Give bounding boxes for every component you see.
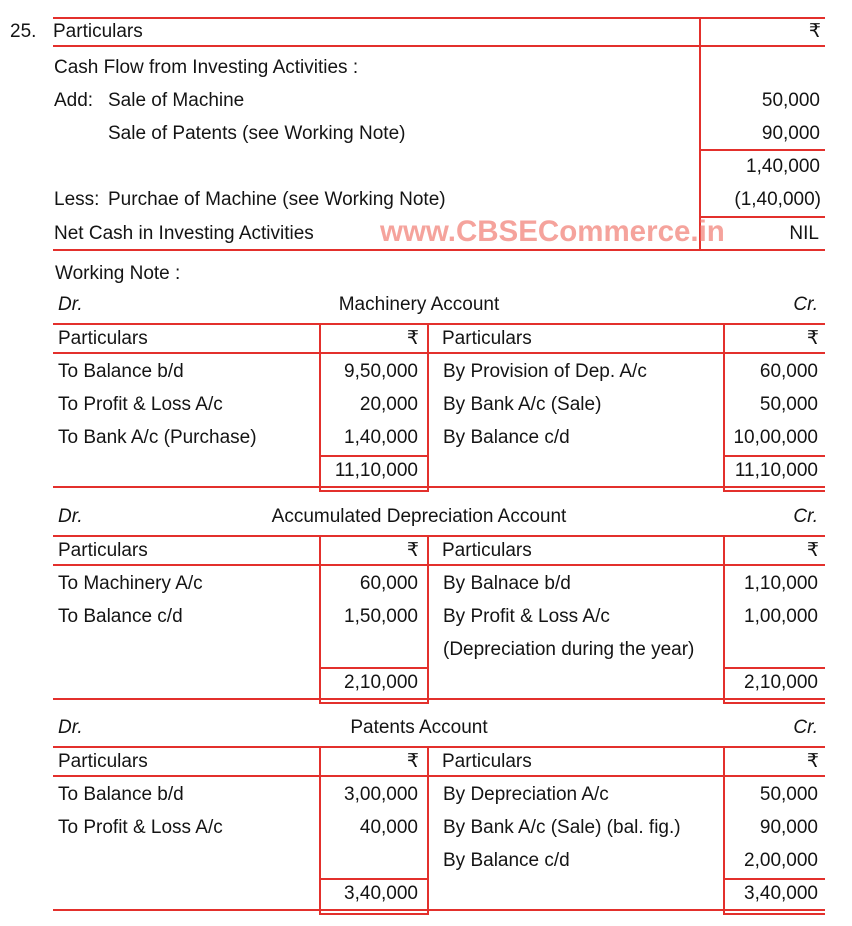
header-rule: [53, 352, 825, 354]
debit-header-currency: ₹: [406, 540, 419, 561]
debit-entry-amount: 40,000: [359, 817, 418, 838]
credit-header-currency: ₹: [806, 540, 819, 561]
debit-total: 11,10,000: [334, 460, 418, 481]
debit-amount-divider-left: [319, 535, 321, 704]
debit-entry-amount: 9,50,000: [344, 361, 418, 382]
cashflow-header-currency: ₹: [808, 21, 821, 42]
debit-total-top-rule: [319, 455, 429, 457]
cashflow-header-rule: [53, 45, 825, 47]
credit-entry-particulars: By Balance c/d: [443, 850, 570, 871]
credit-total-double-rule: [723, 702, 825, 704]
credit-entry-particulars: By Profit & Loss A/c: [443, 606, 610, 627]
table-top-rule: [53, 535, 825, 537]
table-bottom-rule: [53, 486, 825, 488]
cashflow-row-label: Sale of Machine: [108, 90, 245, 111]
account-title: Patents Account: [350, 717, 488, 738]
credit-entry-amount: 1,00,000: [744, 606, 818, 627]
account-cr-label: Cr.: [793, 294, 818, 315]
debit-amount-divider-left: [319, 323, 321, 492]
debit-entry-amount: 3,00,000: [344, 784, 418, 805]
credit-total-double-rule: [723, 490, 825, 492]
credit-entry-amount: 10,00,000: [733, 427, 818, 448]
debit-entry-particulars: To Balance b/d: [58, 361, 184, 382]
debit-total-top-rule: [319, 667, 429, 669]
credit-entry-particulars: By Depreciation A/c: [443, 784, 609, 805]
subtotal-rule: [700, 149, 825, 151]
credit-entry-note: (Depreciation during the year): [443, 639, 695, 660]
debit-total: 3,40,000: [344, 883, 418, 904]
debit-entry-amount: 60,000: [359, 573, 418, 594]
credit-entry-amount: 50,000: [759, 784, 818, 805]
debit-header-currency: ₹: [406, 751, 419, 772]
credit-entry-amount: 2,00,000: [744, 850, 818, 871]
account-title: Accumulated Depreciation Account: [271, 506, 567, 527]
credit-entry-particulars: By Bank A/c (Sale) (bal. fig.): [443, 817, 681, 838]
net-cash-label: Net Cash in Investing Activities: [54, 223, 314, 244]
credit-header-particulars: Particulars: [442, 540, 532, 561]
debit-entry-amount: 1,50,000: [344, 606, 418, 627]
credit-total: 11,10,000: [734, 460, 818, 481]
credit-amount-divider: [723, 323, 725, 492]
debit-header-particulars: Particulars: [58, 328, 148, 349]
account-dr-label: Dr.: [58, 294, 83, 315]
credit-total: 2,10,000: [744, 672, 818, 693]
debit-entry-particulars: To Bank A/c (Purchase): [58, 427, 257, 448]
account-cr-label: Cr.: [793, 506, 818, 527]
net-cash-amount: NIL: [789, 223, 819, 244]
table-bottom-rule: [53, 909, 825, 911]
account-dr-label: Dr.: [58, 506, 83, 527]
machinery-account: [0, 294, 852, 493]
watermark: www.CBSECommerce.in: [380, 215, 725, 248]
debit-total-double-rule: [319, 913, 429, 915]
account-dr-label: Dr.: [58, 717, 83, 738]
credit-entry-amount: 50,000: [759, 394, 818, 415]
debit-entry-particulars: To Profit & Loss A/c: [58, 394, 223, 415]
debit-amount-divider-left: [319, 746, 321, 915]
account-title: Machinery Account: [338, 294, 500, 315]
debit-header-particulars: Particulars: [58, 751, 148, 772]
credit-header-particulars: Particulars: [442, 328, 532, 349]
cashflow-row-label: Sale of Patents (see Working Note): [108, 123, 406, 144]
credit-entry-particulars: By Balance c/d: [443, 427, 570, 448]
accumulated-depreciation-account: [0, 506, 852, 705]
credit-total-double-rule: [723, 913, 825, 915]
header-rule: [53, 564, 825, 566]
debit-total-double-rule: [319, 490, 429, 492]
cashflow-top-rule: [53, 17, 825, 19]
debit-header-particulars: Particulars: [58, 540, 148, 561]
credit-entry-particulars: By Bank A/c (Sale): [443, 394, 602, 415]
debit-total-double-rule: [319, 702, 429, 704]
debit-entry-particulars: To Machinery A/c: [58, 573, 203, 594]
question-number: 25.: [10, 21, 37, 42]
debit-total-top-rule: [319, 878, 429, 880]
credit-header-currency: ₹: [806, 751, 819, 772]
credit-entry-amount: 1,10,000: [744, 573, 818, 594]
debit-entry-particulars: To Balance c/d: [58, 606, 183, 627]
debit-amount-divider-right: [427, 535, 429, 704]
debit-amount-divider-right: [427, 746, 429, 915]
credit-total-top-rule: [723, 878, 825, 880]
cashflow-row-label: Purchae of Machine (see Working Note): [108, 189, 446, 210]
debit-amount-divider-right: [427, 323, 429, 492]
cashflow-header-particulars: Particulars: [53, 21, 143, 42]
patents-account: [0, 717, 852, 916]
table-top-rule: [53, 746, 825, 748]
debit-entry-amount: 1,40,000: [344, 427, 418, 448]
credit-amount-divider: [723, 535, 725, 704]
cashflow-bottom-rule: [53, 249, 825, 251]
debit-entry-amount: 20,000: [359, 394, 418, 415]
credit-entry-particulars: By Balnace b/d: [443, 573, 571, 594]
credit-entry-amount: 60,000: [759, 361, 818, 382]
working-note-title: Working Note :: [55, 263, 181, 284]
cashflow-subtotal-amount: 1,40,000: [746, 156, 820, 177]
account-cr-label: Cr.: [793, 717, 818, 738]
table-top-rule: [53, 323, 825, 325]
credit-header-particulars: Particulars: [442, 751, 532, 772]
credit-header-currency: ₹: [806, 328, 819, 349]
credit-amount-divider: [723, 746, 725, 915]
cashflow-row-amount: (1,40,000): [734, 189, 821, 210]
debit-entry-particulars: To Profit & Loss A/c: [58, 817, 223, 838]
debit-entry-particulars: To Balance b/d: [58, 784, 184, 805]
cashflow-row-amount: 50,000: [761, 90, 820, 111]
cashflow-row-amount: 90,000: [761, 123, 820, 144]
table-bottom-rule: [53, 698, 825, 700]
credit-entry-amount: 90,000: [759, 817, 818, 838]
credit-total-top-rule: [723, 455, 825, 457]
add-label: Add:: [54, 90, 94, 111]
credit-entry-particulars: By Provision of Dep. A/c: [443, 361, 647, 382]
credit-total-top-rule: [723, 667, 825, 669]
less-label: Less:: [54, 189, 100, 210]
debit-header-currency: ₹: [406, 328, 419, 349]
debit-total: 2,10,000: [344, 672, 418, 693]
header-rule: [53, 775, 825, 777]
credit-total: 3,40,000: [744, 883, 818, 904]
cashflow-section-title: Cash Flow from Investing Activities :: [54, 57, 359, 78]
